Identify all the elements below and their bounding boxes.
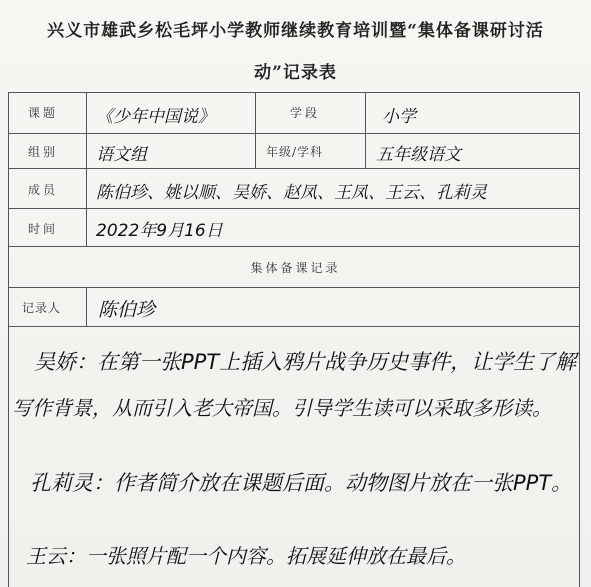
group-label: 组别 xyxy=(28,145,59,159)
time-label: 时间 xyxy=(28,222,59,236)
table-row-divider xyxy=(8,326,580,327)
table-left-border xyxy=(8,92,9,587)
table-row-divider xyxy=(8,208,580,209)
record-line: 孔莉灵：作者简介放在课题后面。动物图片放在一张PPT。 xyxy=(30,471,573,495)
record-line: 写作背景，从而引入老大帝国。引导学生读可以采取多形读。 xyxy=(12,396,552,420)
group-value: 语文组 xyxy=(96,145,147,165)
table-top-border xyxy=(8,92,580,93)
record-line: 吴娇：在第一张PPT上插入鸦片战争历史事件，让学生了解 xyxy=(34,350,577,374)
time-value: 2022年9月16日 xyxy=(96,221,223,241)
table-column-divider xyxy=(86,287,87,326)
stage-value: 小学 xyxy=(382,107,416,127)
document-title-line1: 兴义市雄武乡松毛坪小学教师继续教育培训暨“集体备课研讨活 xyxy=(47,21,544,41)
grade-subject-label: 年级/学科 xyxy=(266,145,324,159)
table-right-border xyxy=(579,92,580,587)
table-row-divider xyxy=(8,133,580,134)
record-line: 王云：一张照片配一个内容。拓展延伸放在最后。 xyxy=(26,544,466,568)
table-column-divider xyxy=(86,92,87,246)
grade-subject-value: 五年级语文 xyxy=(376,145,461,165)
stage-label: 学段 xyxy=(290,106,321,120)
topic-value: 《少年中国说》 xyxy=(96,107,215,127)
members-value: 陈伯珍、姚以顺、吴娇、赵凤、王凤、王云、孔莉灵 xyxy=(96,183,487,203)
topic-label: 课题 xyxy=(28,106,59,120)
recorder-label: 记录人 xyxy=(22,301,62,315)
table-row-divider xyxy=(8,287,580,288)
table-column-divider xyxy=(365,92,366,168)
table-row-divider xyxy=(8,246,580,247)
recorder-value: 陈伯珍 xyxy=(98,299,156,321)
table-row-divider xyxy=(8,168,580,169)
section-title: 集体备课记录 xyxy=(250,261,341,275)
table-column-divider xyxy=(255,92,256,168)
members-label: 成员 xyxy=(28,183,59,197)
document-title-line2: 动”记录表 xyxy=(254,63,337,83)
